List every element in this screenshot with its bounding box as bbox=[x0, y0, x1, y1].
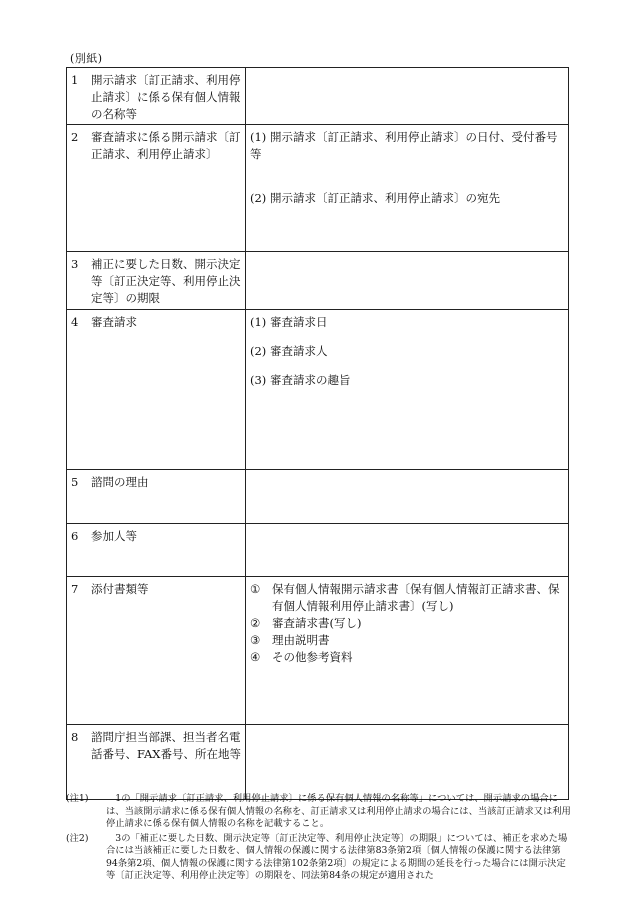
notes-section bbox=[66, 793, 571, 885]
row-label-cell bbox=[67, 577, 246, 725]
row-number: 5 bbox=[71, 475, 79, 489]
row-label-cell bbox=[67, 524, 246, 577]
row-label: 諮問の理由 bbox=[91, 475, 149, 489]
row-content-cell bbox=[246, 524, 569, 577]
form-table bbox=[66, 67, 569, 800]
table-row bbox=[67, 470, 569, 524]
item-text: 保有個人情報開示請求書〔保有個人情報訂正請求書、保有個人情報利用停止請求書〕(写し) bbox=[272, 582, 560, 613]
content-item: (2) 審査請求人 bbox=[250, 344, 328, 358]
row-label-cell bbox=[67, 310, 246, 470]
note-label: (注1) bbox=[66, 793, 89, 804]
row-number: 6 bbox=[71, 529, 79, 543]
list-item bbox=[250, 632, 564, 649]
note-item bbox=[66, 833, 571, 883]
row-label-cell bbox=[67, 68, 246, 125]
row-number: 8 bbox=[71, 730, 79, 744]
row-label-cell bbox=[67, 725, 246, 800]
note-text: 1の「開示請求〔訂正請求、利用停止請求〕に係る保有個人情報の名称等」については、開示請求の場合には、当該開示請求に係る保有個人情報の名称を、訂正請求又は利用停止請求の場合には、当該訂正請求又は利用停止請求に係る保有個人情報の名称を記載すること。 bbox=[106, 793, 571, 829]
item-marker: ② bbox=[250, 616, 261, 630]
row-number: 3 bbox=[71, 257, 79, 271]
content-item: (2) 開示請求〔訂正請求、利用停止請求〕の宛先 bbox=[250, 191, 500, 205]
note-label: (注2) bbox=[66, 832, 89, 844]
row-label: 補正に要した日数、開示決定等〔訂正決定等、利用停止決定等〕の期限 bbox=[91, 257, 241, 305]
note-text: 3の「補正に要した日数、開示決定等〔訂正決定等、利用停止決定等〕の期限」については、補正を求めた場合には当該補正に要した日数を、個人情報の保護に関する法律第83条第2項〔個人情報の保護に関する法律第94条第2項、個人情報の保護に関する法律第102条第2項〕の規定による期間の延長を行った場合には開示決定等〔訂正決定等、利用停止決定等〕の期限を、同法第84条の規定が適用された bbox=[106, 832, 568, 881]
note-item bbox=[66, 793, 571, 831]
item-text: その他参考資料 bbox=[272, 650, 353, 664]
item-text: 審査請求書(写し) bbox=[272, 616, 362, 630]
list-item bbox=[250, 615, 564, 632]
row-content-cell bbox=[246, 470, 569, 524]
row-label: 参加人等 bbox=[91, 529, 137, 543]
row-label-cell bbox=[67, 470, 246, 524]
row-content-cell bbox=[246, 252, 569, 310]
row-number: 2 bbox=[71, 130, 79, 144]
content-item: (3) 審査請求の趣旨 bbox=[250, 373, 351, 387]
item-marker: ④ bbox=[250, 650, 261, 664]
row-content-cell bbox=[246, 725, 569, 800]
row-label-cell bbox=[67, 252, 246, 310]
row-label-cell bbox=[67, 125, 246, 252]
row-content-cell bbox=[246, 577, 569, 725]
content-item: (1) 開示請求〔訂正請求、利用停止請求〕の日付、受付番号等 bbox=[250, 130, 558, 161]
table-row bbox=[67, 125, 569, 252]
row-label: 開示請求〔訂正請求、利用停止請求〕に係る保有個人情報の名称等 bbox=[91, 73, 241, 121]
table-row bbox=[67, 252, 569, 310]
list-item bbox=[250, 581, 564, 615]
row-number: 4 bbox=[71, 315, 79, 329]
row-label: 諮問庁担当部課、担当者名電話番号、FAX番号、所在地等 bbox=[91, 730, 241, 761]
page-label: (別紙) bbox=[70, 52, 103, 65]
item-marker: ① bbox=[250, 582, 261, 596]
content-item: (1) 審査請求日 bbox=[250, 315, 328, 329]
row-number: 1 bbox=[71, 73, 79, 87]
row-label: 添付書類等 bbox=[91, 582, 149, 596]
row-content-cell bbox=[246, 68, 569, 125]
row-label: 審査請求に係る開示請求〔訂正請求、利用停止請求〕 bbox=[91, 130, 241, 161]
row-content-cell bbox=[246, 125, 569, 252]
attachment-list bbox=[250, 581, 564, 666]
list-item bbox=[250, 649, 564, 666]
item-text: 理由説明書 bbox=[272, 633, 330, 647]
row-content-cell bbox=[246, 310, 569, 470]
table-row bbox=[67, 524, 569, 577]
row-label: 審査請求 bbox=[91, 315, 137, 329]
table-row bbox=[67, 68, 569, 125]
item-marker: ③ bbox=[250, 633, 261, 647]
row-number: 7 bbox=[71, 582, 79, 596]
table-row bbox=[67, 310, 569, 470]
table-row bbox=[67, 577, 569, 725]
table-row bbox=[67, 725, 569, 800]
